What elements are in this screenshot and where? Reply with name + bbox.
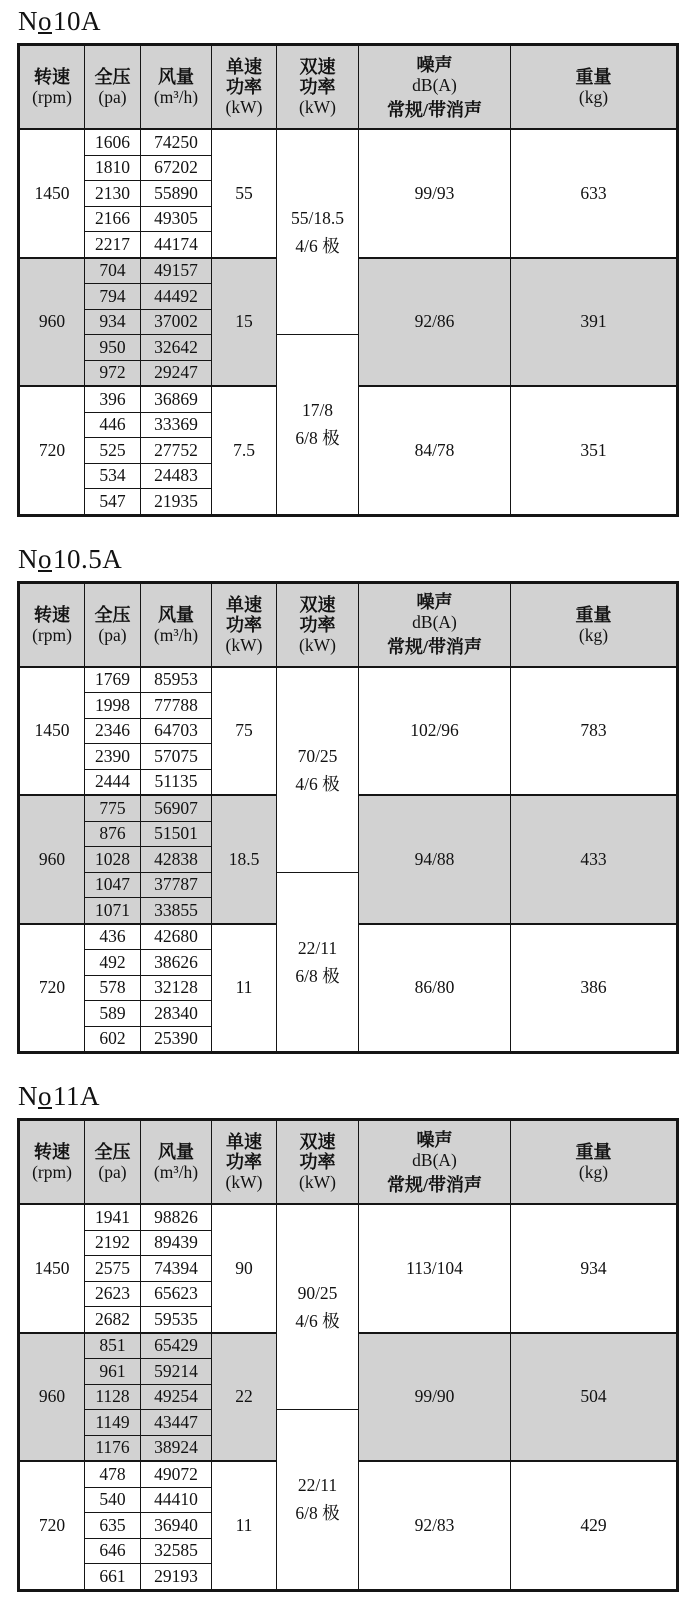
noise-header	[359, 582, 511, 667]
single-power-cell: 22	[212, 1333, 277, 1462]
fan-spec-section	[17, 544, 700, 1055]
flow-cell: 36940	[141, 1513, 212, 1539]
flow-cell: 32585	[141, 1538, 212, 1564]
flow-cell: 98826	[141, 1204, 212, 1230]
flow-cell: 85953	[141, 667, 212, 693]
dual-power-value: 22/11	[297, 937, 338, 958]
flow-cell: 37787	[141, 872, 212, 898]
header-row	[19, 1120, 678, 1205]
flow-cell: 21935	[141, 489, 212, 516]
pressure-cell: 436	[85, 924, 141, 950]
rpm-cell: 960	[19, 1333, 85, 1462]
flow-cell: 44492	[141, 284, 212, 310]
flow-cell: 65623	[141, 1281, 212, 1307]
title-numero-o: o	[38, 543, 52, 574]
dual-power-value: 90/25	[297, 1283, 338, 1303]
header-row	[19, 45, 678, 130]
flow-cell: 89439	[141, 1230, 212, 1256]
pressure-cell: 2623	[85, 1281, 141, 1307]
pressure-cell: 2346	[85, 718, 141, 744]
table-header	[19, 582, 678, 667]
dual-power-poles: 4/6 极	[295, 1311, 340, 1331]
header-line: (m³/h)	[153, 1162, 199, 1182]
pressure-cell: 1769	[85, 667, 141, 693]
header-line: 双速	[299, 1132, 336, 1152]
noise-cell: 94/88	[359, 795, 511, 924]
weight-cell: 433	[511, 795, 678, 924]
single-power-cell: 18.5	[212, 795, 277, 924]
flow-cell: 44174	[141, 232, 212, 258]
dual-power-poles: 6/8 极	[295, 965, 340, 986]
pressure-cell: 2192	[85, 1230, 141, 1256]
weight-cell: 633	[511, 129, 678, 258]
flow-cell: 56907	[141, 795, 212, 821]
table-header	[19, 45, 678, 130]
header-line: dB(A)	[412, 612, 457, 632]
header-line: dB(A)	[412, 1149, 457, 1170]
header-line: 噪声	[416, 592, 453, 612]
pressure-cell: 525	[85, 438, 141, 464]
single-power-cell: 7.5	[212, 386, 277, 515]
header-line: (kW)	[225, 1172, 263, 1192]
header-line: (kW)	[225, 97, 263, 117]
spec-table	[17, 1118, 679, 1592]
rpm-cell: 720	[19, 1461, 85, 1590]
header-line: 风量	[158, 1142, 194, 1162]
table-title	[18, 544, 700, 574]
weight-cell: 386	[511, 924, 678, 1053]
header-line: dB(A)	[412, 74, 457, 95]
dual-power-cell	[277, 667, 359, 873]
flow-cell: 55890	[141, 181, 212, 207]
weight-cell: 351	[511, 386, 678, 515]
pressure-cell: 1998	[85, 693, 141, 719]
fan-spec-section	[17, 1081, 700, 1592]
header-line: 转速	[34, 1142, 70, 1162]
noise-header	[359, 1120, 511, 1205]
table-body	[19, 129, 678, 515]
flow-cell: 57075	[141, 744, 212, 770]
pressure-cell: 1071	[85, 898, 141, 924]
noise-header	[359, 45, 511, 130]
noise-cell: 102/96	[359, 667, 511, 796]
header-line: (pa)	[98, 624, 127, 645]
weight-header	[511, 1120, 678, 1205]
header-line: 单速	[226, 57, 262, 77]
header-line: 噪声	[416, 1129, 453, 1150]
header-line: 全压	[94, 1142, 131, 1162]
header-line: (kW)	[299, 97, 336, 117]
flow-cell: 36869	[141, 386, 212, 412]
header-line: 风量	[158, 67, 194, 87]
flow-cell: 32642	[141, 335, 212, 361]
pressure-cell: 396	[85, 386, 141, 412]
flow-cell: 59214	[141, 1359, 212, 1385]
pressure-cell: 2444	[85, 769, 141, 795]
flow-cell: 49157	[141, 258, 212, 284]
spec-table	[17, 581, 679, 1055]
noise-cell: 92/86	[359, 258, 511, 387]
rpm-cell: 960	[19, 258, 85, 387]
pressure-cell: 492	[85, 950, 141, 976]
header-line: 单速	[226, 1132, 262, 1152]
flow-cell: 27752	[141, 438, 212, 464]
pressure-cell: 1149	[85, 1410, 141, 1436]
pressure-cell: 540	[85, 1487, 141, 1513]
dual-power-cell	[277, 129, 359, 335]
dual-power-cell	[277, 1204, 359, 1410]
title-model: 10.5A	[53, 543, 123, 574]
pressure-cell: 1606	[85, 129, 141, 155]
noise-cell: 84/78	[359, 386, 511, 515]
header-line: 功率	[226, 77, 262, 97]
single-power-cell: 75	[212, 667, 277, 796]
pressure-cell: 876	[85, 821, 141, 847]
dual-power-poles: 6/8 极	[295, 1503, 340, 1524]
pressure-cell: 2217	[85, 232, 141, 258]
header-line: (kg)	[578, 624, 609, 645]
title-model: 10A	[53, 6, 101, 36]
flow-cell: 33855	[141, 898, 212, 924]
title-n: N	[18, 543, 38, 574]
pressure-cell: 2390	[85, 744, 141, 770]
dual-power-poles: 4/6 极	[295, 236, 340, 256]
header-line: (pa)	[98, 1162, 127, 1182]
header-line: 单速	[226, 594, 262, 615]
dual-power-value: 22/11	[297, 1475, 338, 1496]
title-numero-o: o	[38, 1081, 52, 1111]
pressure-cell: 2682	[85, 1307, 141, 1333]
rpm-cell: 960	[19, 795, 85, 924]
rpm-cell: 1450	[19, 1204, 85, 1333]
flow-cell: 59535	[141, 1307, 212, 1333]
table-row	[19, 667, 678, 693]
dual-power-cell	[277, 335, 359, 516]
table-row	[19, 1204, 678, 1230]
dual-power-poles: 4/6 极	[295, 773, 340, 794]
pressure-cell: 446	[85, 412, 141, 438]
header-line: 功率	[299, 77, 336, 97]
pressure-cell: 1047	[85, 872, 141, 898]
flow-cell: 24483	[141, 463, 212, 489]
header-line: (m³/h)	[153, 87, 199, 107]
flow-cell: 44410	[141, 1487, 212, 1513]
header-line: (kW)	[299, 634, 336, 655]
dual-power-value: 55/18.5	[291, 208, 344, 228]
pressure-cell: 794	[85, 284, 141, 310]
pressure-cell: 635	[85, 1513, 141, 1539]
header-line: (kg)	[578, 1162, 609, 1182]
flow-header	[141, 45, 212, 130]
pressure-cell: 1941	[85, 1204, 141, 1230]
pressure-cell: 578	[85, 975, 141, 1001]
noise-cell: 86/80	[359, 924, 511, 1053]
rpm-cell: 1450	[19, 667, 85, 796]
dual-power-header	[277, 45, 359, 130]
fan-spec-section	[17, 6, 700, 517]
pressure-cell: 547	[85, 489, 141, 516]
table-row	[19, 129, 678, 155]
title-model: 11A	[53, 1081, 100, 1111]
header-line: 风量	[158, 604, 194, 625]
single-power-cell: 15	[212, 258, 277, 387]
flow-cell: 43447	[141, 1410, 212, 1436]
rpm-cell: 1450	[19, 129, 85, 258]
header-line: 双速	[299, 57, 336, 77]
single-power-cell: 90	[212, 1204, 277, 1333]
header-line: 重量	[575, 604, 612, 625]
pressure-cell: 950	[85, 335, 141, 361]
header-line: 噪声	[416, 54, 453, 75]
flow-cell: 49254	[141, 1384, 212, 1410]
title-numero-o: o	[38, 6, 52, 36]
rpm-header	[19, 1120, 85, 1205]
header-line: 全压	[94, 604, 131, 625]
table-body	[19, 667, 678, 1053]
header-line: (rpm)	[32, 1162, 72, 1182]
flow-cell: 37002	[141, 309, 212, 335]
rpm-cell: 720	[19, 924, 85, 1053]
flow-cell: 74394	[141, 1256, 212, 1282]
header-line: 功率	[226, 1152, 262, 1172]
header-line: 功率	[226, 614, 262, 635]
header-line: (kW)	[225, 634, 263, 655]
flow-cell: 51501	[141, 821, 212, 847]
header-line: (rpm)	[32, 87, 72, 107]
flow-header	[141, 1120, 212, 1205]
pressure-cell: 2130	[85, 181, 141, 207]
header-line: 重量	[575, 1142, 612, 1162]
table-title	[18, 1081, 700, 1111]
pressure-cell: 1028	[85, 847, 141, 873]
pressure-cell: 775	[85, 795, 141, 821]
spec-table	[17, 43, 679, 517]
single-power-header	[212, 1120, 277, 1205]
header-line: 重量	[575, 67, 612, 87]
dual-power-value: 70/25	[297, 745, 338, 766]
rpm-header	[19, 582, 85, 667]
flow-cell: 67202	[141, 155, 212, 181]
flow-cell: 29193	[141, 1564, 212, 1591]
table-body	[19, 1204, 678, 1590]
flow-cell: 38924	[141, 1435, 212, 1461]
weight-cell: 391	[511, 258, 678, 387]
pressure-cell: 972	[85, 360, 141, 386]
pressure-cell: 851	[85, 1333, 141, 1359]
header-line: 常规/带消声	[386, 99, 482, 120]
pressure-cell: 704	[85, 258, 141, 284]
flow-cell: 51135	[141, 769, 212, 795]
header-line: 常规/带消声	[386, 637, 482, 657]
weight-cell: 783	[511, 667, 678, 796]
title-n: N	[18, 1081, 38, 1111]
flow-cell: 28340	[141, 1001, 212, 1027]
noise-cell: 99/90	[359, 1333, 511, 1462]
pressure-cell: 2575	[85, 1256, 141, 1282]
header-line: (kW)	[299, 1172, 336, 1192]
flow-cell: 77788	[141, 693, 212, 719]
pressure-cell: 934	[85, 309, 141, 335]
pressure-header	[85, 1120, 141, 1205]
pressure-cell: 661	[85, 1564, 141, 1591]
header-line: 双速	[299, 594, 336, 615]
weight-cell: 429	[511, 1461, 678, 1590]
header-line: 转速	[34, 604, 70, 625]
dual-power-header	[277, 1120, 359, 1205]
weight-cell: 934	[511, 1204, 678, 1333]
flow-cell: 49305	[141, 206, 212, 232]
flow-cell: 32128	[141, 975, 212, 1001]
rpm-cell: 720	[19, 386, 85, 515]
flow-cell: 65429	[141, 1333, 212, 1359]
header-line: 常规/带消声	[386, 1174, 482, 1195]
flow-cell: 42680	[141, 924, 212, 950]
dual-power-header	[277, 582, 359, 667]
pressure-cell: 589	[85, 1001, 141, 1027]
table-header	[19, 1120, 678, 1205]
header-line: (pa)	[98, 87, 127, 107]
header-line: 转速	[34, 67, 70, 87]
flow-cell: 49072	[141, 1461, 212, 1487]
flow-header	[141, 582, 212, 667]
noise-cell: 92/83	[359, 1461, 511, 1590]
pressure-cell: 1128	[85, 1384, 141, 1410]
pressure-cell: 1176	[85, 1435, 141, 1461]
dual-power-poles: 6/8 极	[295, 428, 340, 449]
pressure-cell: 2166	[85, 206, 141, 232]
header-line: (rpm)	[32, 624, 72, 645]
flow-cell: 25390	[141, 1026, 212, 1053]
dual-power-value: 17/8	[301, 400, 334, 421]
pressure-cell: 478	[85, 1461, 141, 1487]
fan-spec-tables	[17, 6, 700, 1592]
single-power-cell: 11	[212, 1461, 277, 1590]
flow-cell: 38626	[141, 950, 212, 976]
single-power-cell: 55	[212, 129, 277, 258]
dual-power-cell	[277, 1410, 359, 1591]
header-line: (kg)	[578, 87, 609, 107]
single-power-cell: 11	[212, 924, 277, 1053]
flow-cell: 33369	[141, 412, 212, 438]
noise-cell: 99/93	[359, 129, 511, 258]
pressure-cell: 646	[85, 1538, 141, 1564]
flow-cell: 42838	[141, 847, 212, 873]
pressure-cell: 534	[85, 463, 141, 489]
pressure-cell: 1810	[85, 155, 141, 181]
header-line: 功率	[299, 1152, 336, 1172]
pressure-header	[85, 582, 141, 667]
weight-header	[511, 582, 678, 667]
noise-cell: 113/104	[359, 1204, 511, 1333]
header-line: 全压	[94, 67, 131, 87]
pressure-cell: 602	[85, 1026, 141, 1053]
flow-cell: 74250	[141, 129, 212, 155]
dual-power-cell	[277, 872, 359, 1053]
single-power-header	[212, 45, 277, 130]
header-line: (m³/h)	[153, 624, 199, 645]
rpm-header	[19, 45, 85, 130]
single-power-header	[212, 582, 277, 667]
weight-cell: 504	[511, 1333, 678, 1462]
flow-cell: 29247	[141, 360, 212, 386]
header-row	[19, 582, 678, 667]
flow-cell: 64703	[141, 718, 212, 744]
pressure-cell: 961	[85, 1359, 141, 1385]
table-title	[18, 6, 700, 36]
header-line: 功率	[299, 614, 336, 635]
title-n: N	[18, 6, 38, 36]
weight-header	[511, 45, 678, 130]
pressure-header	[85, 45, 141, 130]
